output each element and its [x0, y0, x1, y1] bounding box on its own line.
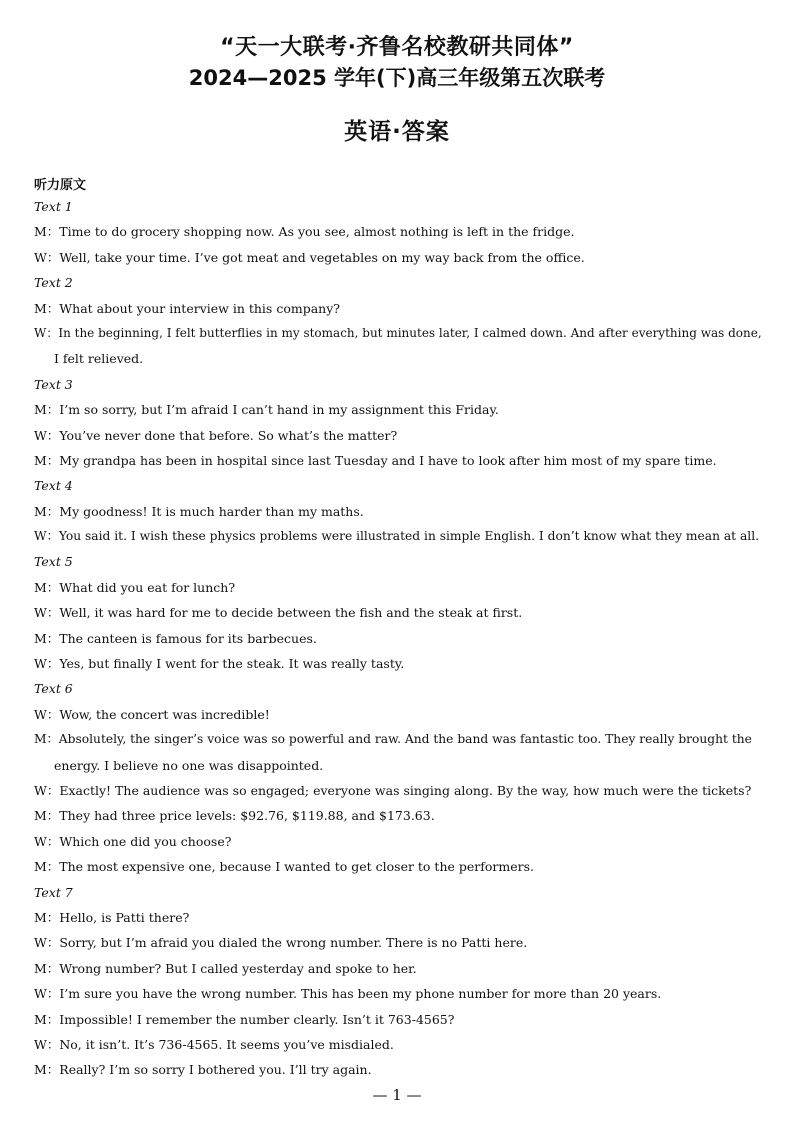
exam-title: “天一大联考·齐鲁名校教研共同体”	[220, 35, 574, 60]
transcript-line: M：What did you eat for lunch?	[34, 579, 236, 595]
text-heading: Text 3	[34, 376, 73, 392]
text-heading: Text 6	[34, 681, 73, 697]
text-heading: Text 5	[34, 554, 73, 570]
transcript-line: M：Absolutely, the singer’s voice was so powerful and raw. And the band was fantastic too. They really brought the	[34, 732, 752, 747]
transcript-line: M：The canteen is famous for its barbecues.	[34, 630, 317, 646]
transcript-line: W：Sorry, but I’m afraid you dialed the wrong number. There is no Patti here.	[34, 935, 528, 951]
transcript-line: I felt relieved.	[54, 351, 144, 367]
transcript-line: W：Which one did you choose?	[34, 833, 232, 849]
transcript-line: M：They had three price levels: $92.76, $119.88, and $173.63.	[34, 808, 435, 824]
transcript-line: W：Wow, the concert was incredible!	[34, 706, 270, 722]
exam-subtitle: 2024—2025 学年(下)高三年级第五次联考	[188, 66, 606, 90]
transcript-line: W：Well, it was hard for me to decide between the fish and the steak at first.	[34, 605, 523, 621]
text-heading: Text 4	[34, 478, 73, 494]
transcript-line: M：The most expensive one, because I wanted to get closer to the performers.	[34, 859, 534, 875]
transcript-line: W：I’m sure you have the wrong number. This has been my phone number for more than 20 years.	[34, 986, 662, 1002]
transcript-line: W：You’ve never done that before. So what’s the matter?	[34, 427, 398, 443]
transcript-line: M：I’m so sorry, but I’m afraid I can’t hand in my assignment this Friday.	[34, 402, 499, 418]
transcript-line: M：My goodness! It is much harder than my maths.	[34, 503, 364, 519]
transcript-line: M：Impossible! I remember the number clearly. Isn’t it 763-4565?	[34, 1011, 455, 1027]
transcript-line: M：What about your interview in this company?	[34, 300, 340, 316]
transcript-line: energy. I believe no one was disappointed.	[54, 757, 324, 773]
transcript-line: M：My grandpa has been in hospital since last Tuesday and I have to look after him most of my spare time.	[34, 452, 717, 468]
section-title: 听力原文	[34, 178, 87, 193]
page-number: — 1 —	[372, 1086, 422, 1104]
transcript-line: M：Really? I’m so sorry I bothered you. I’ll try again.	[34, 1062, 372, 1078]
transcript-line: W：You said it. I wish these physics problems were illustrated in simple English. I don’t know what they mean at all.	[34, 529, 760, 544]
transcript-line: W：Exactly! The audience was so engaged; everyone was singing along. By the way, how much were the tickets?	[34, 782, 752, 798]
text-heading: Text 2	[34, 275, 73, 291]
answer-title: 英语·答案	[344, 119, 450, 145]
text-heading: Text 1	[34, 199, 73, 214]
transcript-line: W：No, it isn’t. It’s 736-4565. It seems you’ve misdialed.	[34, 1036, 394, 1052]
transcript-line: W：Well, take your time. I’ve got meat and vegetables on my way back from the office.	[34, 249, 585, 265]
transcript-line: W：Yes, but finally I went for the steak. It was really tasty.	[34, 656, 405, 672]
transcript-line: M：Time to do grocery shopping now. As you see, almost nothing is left in the fridge.	[34, 224, 575, 240]
transcript-line: M：Hello, is Patti there?	[34, 909, 190, 925]
text-heading: Text 7	[34, 884, 73, 900]
transcript-line: M：Wrong number? But I called yesterday and spoke to her.	[34, 960, 417, 976]
transcript	[34, 194, 762, 1083]
transcript-line: W：In the beginning, I felt butterflies in my stomach, but minutes later, I calmed down. And after everything was done,	[34, 325, 762, 340]
